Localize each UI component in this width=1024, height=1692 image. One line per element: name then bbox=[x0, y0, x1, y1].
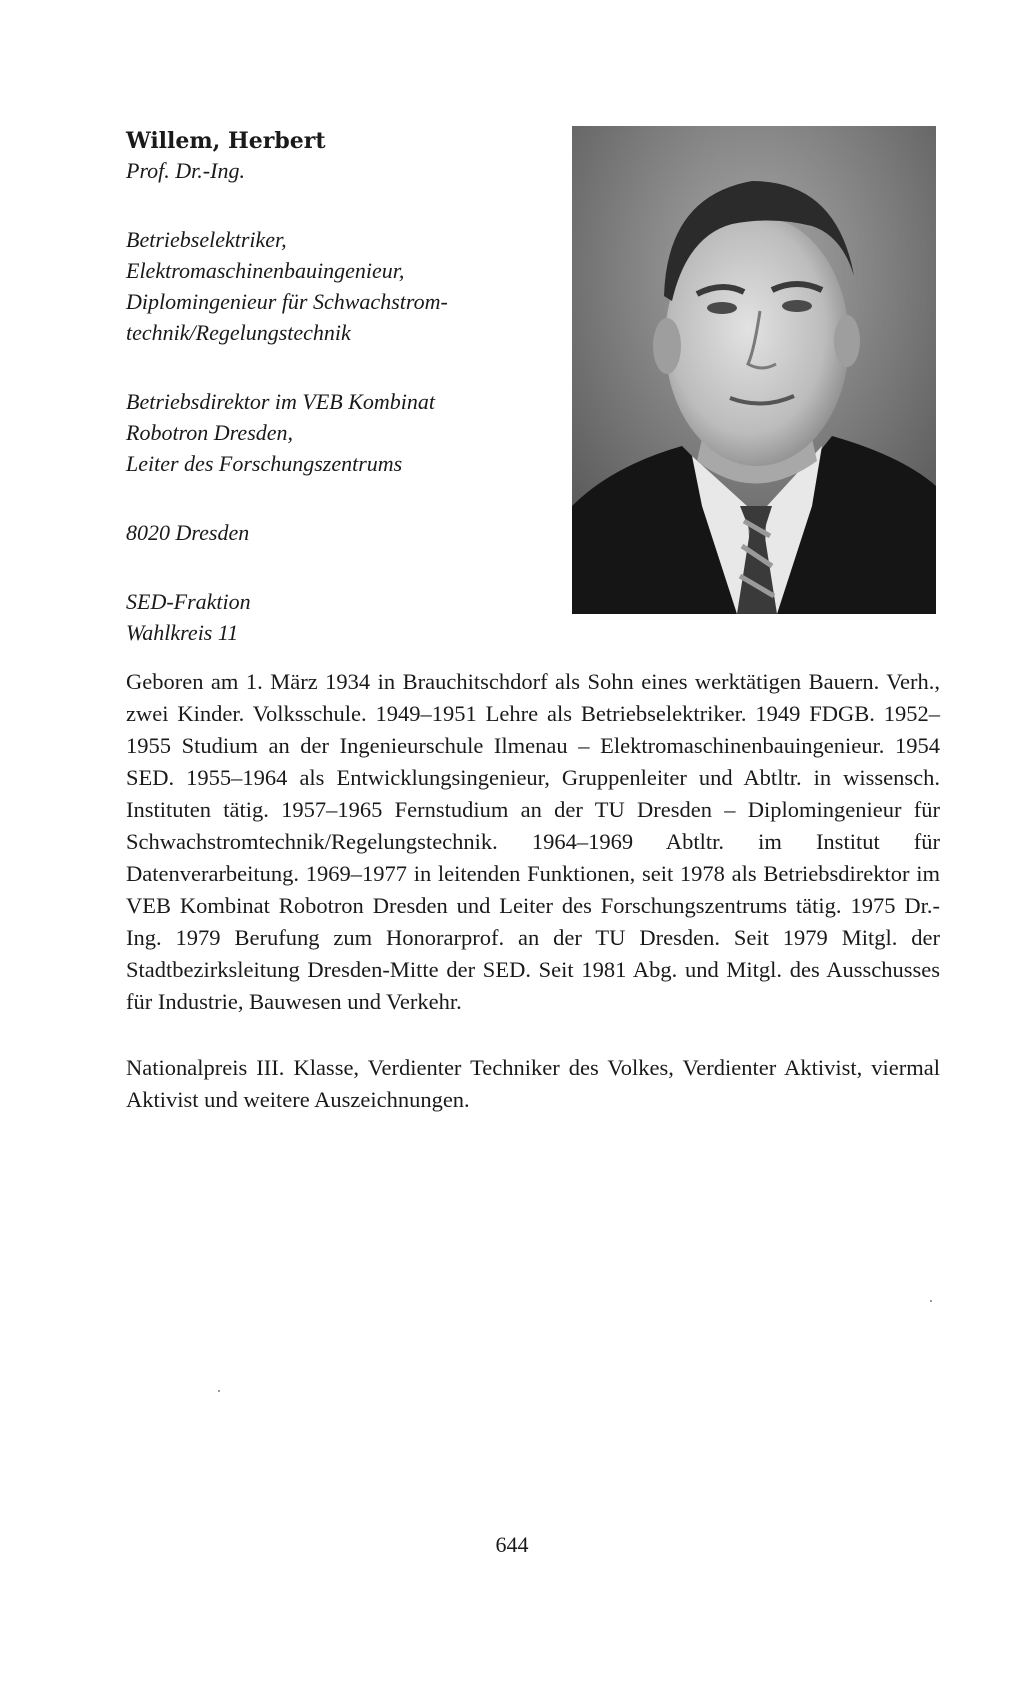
profession-line: Betriebselektriker, bbox=[126, 227, 287, 252]
header-block bbox=[126, 126, 566, 686]
fraction-line: SED-Fraktion bbox=[126, 589, 251, 614]
position-line: Robotron Dresden, bbox=[126, 420, 294, 445]
scan-speck bbox=[930, 1300, 932, 1302]
scan-speck bbox=[218, 1390, 220, 1392]
profession-line: Diplomingenieur für Schwachstrom- bbox=[126, 289, 448, 314]
fraction-block bbox=[126, 586, 566, 648]
awards-text: Nationalpreis III. Klasse, Verdienter Techniker des Volkes, Verdienter Aktivist, viermal Aktivist und weitere Auszeichnungen. bbox=[126, 1055, 940, 1112]
portrait-photo bbox=[572, 126, 936, 614]
location: 8020 Dresden bbox=[126, 520, 250, 545]
position-line: Betriebsdirektor im VEB Kombinat bbox=[126, 389, 435, 414]
profession-line: technik/Regelungstechnik bbox=[126, 320, 351, 345]
position-block bbox=[126, 386, 566, 479]
biography-text: Geboren am 1. März 1934 in Brauchitschdorf als Sohn eines werktätigen Bauern. Verh., zwei Kinder. Volksschule. 1949–1951 Lehre als Betriebselektriker. 1949 FDGB. 1952–1955 Studium an der Ingenieurschule Ilmenau – Elektromaschinenbauingenieur. 1954 SED. 1955–1964 als Entwicklungsingenieur, Gruppenleiter und Abtltr. in wissensch. Instituten tätig. 1957–1965 Fernstudium an der TU Dresden – Diplomingenieur für Schwachstromtechnik/Regelungstechnik. 1964–1969 Abtltr. im Institut für Datenverarbeitung. 1969–1977 in leitenden Funktionen, seit 1978 als Betriebsdirektor im VEB Kombinat Robotron Dresden und Leiter des Forschungszentrums tätig. 1975 Dr.-Ing. 1979 Berufung zum Honorarprof. an der TU Dresden. Seit 1979 Mitgl. der Stadtbezirksleitung Dresden-Mitte der SED. Seit 1981 Abg. und Mitgl. des Ausschusses für Industrie, Bauwesen und Verkehr. bbox=[126, 669, 940, 1014]
profession-line: Elektromaschinenbauingenieur, bbox=[126, 258, 405, 283]
position-line: Leiter des Forschungszentrums bbox=[126, 451, 403, 476]
portrait-icon bbox=[572, 126, 936, 614]
academic-title: Prof. Dr.-Ing. bbox=[126, 158, 245, 183]
location-block bbox=[126, 517, 566, 548]
fraction-line: Wahlkreis 11 bbox=[126, 620, 239, 645]
page-number: 644 bbox=[495, 1532, 529, 1557]
profession-block bbox=[126, 224, 566, 348]
person-name: Willem, Herbert bbox=[126, 128, 326, 154]
